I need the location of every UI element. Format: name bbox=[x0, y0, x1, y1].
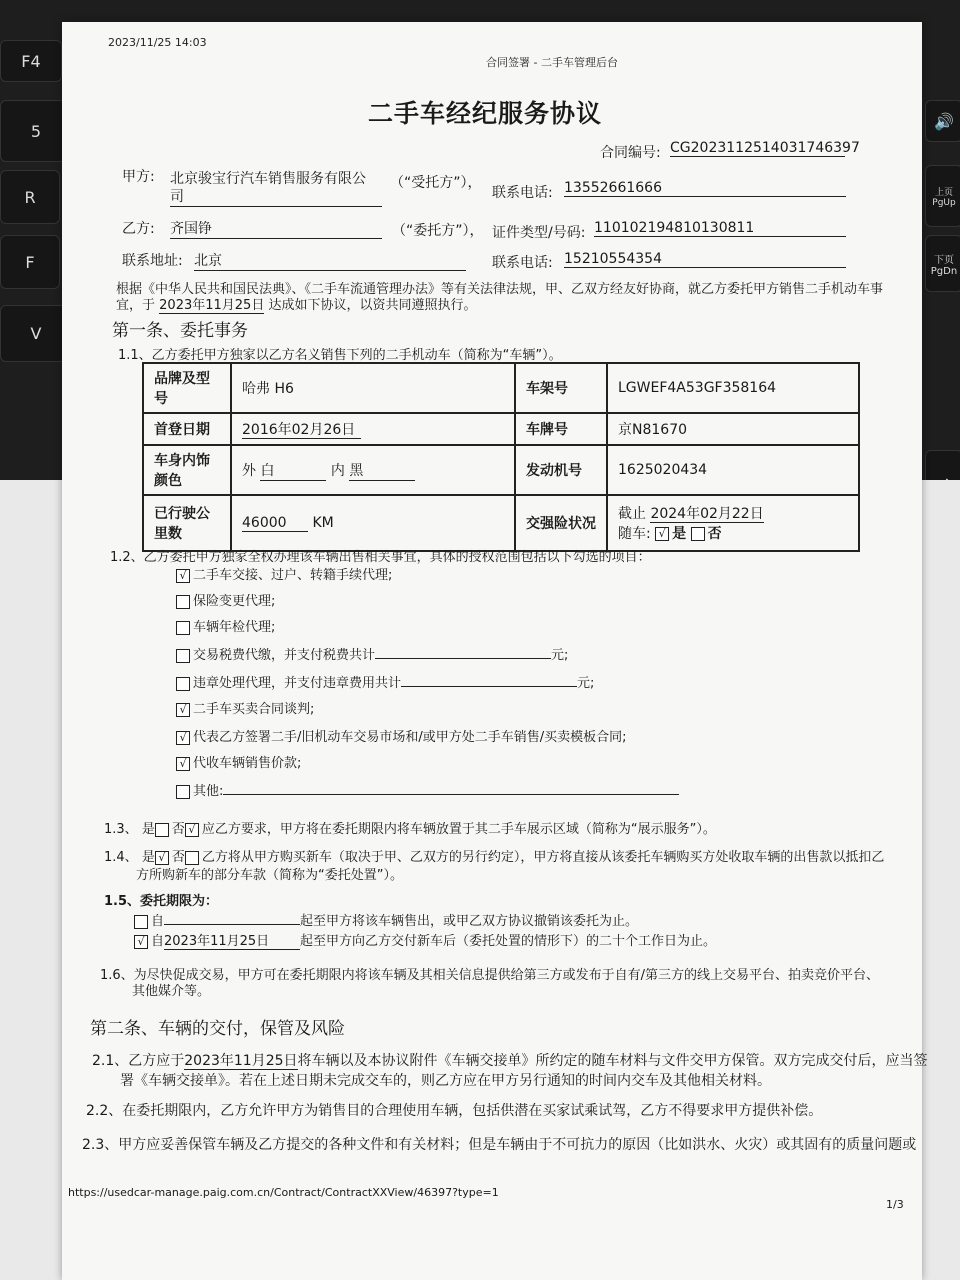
footer-url: https://usedcar-manage.paig.com.cn/Contract/ContractXXView/46397?type=1 bbox=[68, 1186, 499, 1199]
table-row bbox=[143, 495, 859, 551]
brand-label: 品牌及型号 bbox=[143, 363, 231, 413]
clause-2-1-prefix: 2.1、乙方应于 bbox=[92, 1053, 185, 1069]
address-label: 联系地址: bbox=[122, 253, 183, 269]
party-a-role: （“受托方”）， bbox=[390, 175, 482, 191]
option-checkbox[interactable]: √ bbox=[176, 703, 190, 717]
contract-no-label: 合同编号: bbox=[600, 145, 661, 161]
reg-date-value: 2016年02月26日 bbox=[242, 422, 361, 439]
key-5-label: 5 bbox=[30, 121, 42, 141]
key-v: V bbox=[0, 305, 72, 362]
option-label: 代表乙方签署二手/旧机动车交易市场和/或甲方处二手车销售/买卖模板合同; bbox=[193, 730, 627, 745]
other-field[interactable] bbox=[223, 780, 679, 795]
clause-1-3 bbox=[104, 818, 716, 837]
option-label: 其他: bbox=[193, 784, 224, 799]
party-b-phone: 15210554354 bbox=[564, 251, 846, 268]
color-label: 车身内饰颜色 bbox=[143, 445, 231, 495]
option-item bbox=[176, 672, 594, 691]
clause-2-1-line-2: 署《车辆交接单》。若在上述日期未完成交车的，则乙方应在甲方另行通知的时间内交车及其他相关材料。 bbox=[120, 1073, 771, 1089]
option-label: 车辆年检代理; bbox=[193, 620, 276, 635]
clause-1-4-yes-checkbox[interactable]: √ bbox=[155, 851, 169, 865]
insurance-label: 交强险状况 bbox=[515, 495, 607, 551]
option-checkbox[interactable] bbox=[176, 785, 190, 799]
party-a-name-line1: 北京骏宝行汽车销售服务有限公 bbox=[170, 171, 366, 187]
option-item bbox=[176, 616, 275, 635]
mileage-label: 已行驶公里数 bbox=[143, 495, 231, 551]
term-option-1-date[interactable] bbox=[164, 910, 300, 925]
section-2-heading: 第二条、车辆的交付，保管及风险 bbox=[90, 1019, 345, 1039]
color-cell bbox=[231, 445, 515, 495]
page-number: 1/3 bbox=[886, 1198, 904, 1211]
clause-1-3-no-checkbox[interactable]: √ bbox=[185, 823, 199, 837]
insurance-expire-label: 截止 bbox=[618, 506, 646, 522]
reg-date-cell bbox=[231, 413, 515, 445]
clause-1-3-no-label: 否 bbox=[171, 822, 185, 837]
intro-suffix: 达成如下协议，以资共同遵照执行。 bbox=[268, 298, 477, 313]
key-r: R bbox=[0, 170, 60, 224]
key-pgup-en: PgUp bbox=[932, 197, 956, 208]
option-checkbox[interactable]: √ bbox=[176, 757, 190, 771]
option-checkbox[interactable]: √ bbox=[176, 731, 190, 745]
term-option-2 bbox=[134, 930, 716, 950]
clause-2-3: 2.3、甲方应妥善保管车辆及乙方提交的各种文件和有关材料；但是车辆由于不可抗力的原因（比如洪水、火灾）或其固有的质量问题或 bbox=[82, 1137, 917, 1153]
option-checkbox[interactable] bbox=[176, 595, 190, 609]
insurance-expire-date: 2024年02月22日 bbox=[650, 506, 764, 522]
option-label: 保险变更代理; bbox=[193, 594, 276, 609]
clause-1-6-line-1: 1.6、为尽快促成交易，甲方可在委托期限内将该车辆及其相关信息提供给第三方或发布于自有/第三方的线上交易平台、拍卖竞价平台、 bbox=[100, 968, 880, 983]
option-label: 违章处理代理，并支付违章费用共计 bbox=[193, 676, 402, 691]
insurance-with-car-line bbox=[618, 523, 848, 543]
party-a-phone: 13552661666 bbox=[564, 180, 846, 197]
clause-1-2: 1.2、乙方委托甲方独家全权办理该车辆出售相关事宜，具体的授权范围包括以下勾选的项目： bbox=[110, 550, 651, 565]
table-row bbox=[143, 413, 859, 445]
party-a-phone-label: 联系电话: bbox=[492, 185, 553, 201]
interior-label: 内 bbox=[330, 462, 345, 479]
clause-2-2: 2.2、在委托期限内，乙方允许甲方为销售目的合理使用车辆，包括供潜在买家试乘试驾，乙方不得要求甲方提供补偿。 bbox=[86, 1103, 823, 1119]
key-f4: F4 bbox=[0, 40, 62, 82]
exterior-color: 白 bbox=[260, 460, 326, 481]
document-title: 二手车经纪服务协议 bbox=[368, 99, 603, 128]
key-pgdn-en: PgDn bbox=[930, 265, 958, 277]
clause-1-3-yes-label: 是 bbox=[141, 822, 155, 837]
term-from-label: 自 bbox=[151, 914, 165, 929]
clause-1-4-num: 1.4、 bbox=[104, 850, 138, 865]
party-b-id: 110102194810130811 bbox=[594, 220, 846, 237]
mileage-unit: KM bbox=[312, 514, 334, 531]
key-pgup bbox=[925, 165, 960, 227]
with-car-yes-label: 是 bbox=[672, 526, 687, 542]
term-option-2-checkbox[interactable]: √ bbox=[134, 935, 148, 949]
option-label: 二手车交接、过户、转籍手续代理; bbox=[193, 568, 393, 583]
party-a-label: 甲方: bbox=[122, 169, 155, 185]
option-item bbox=[176, 726, 627, 745]
clause-1-4-text-1: 乙方将从甲方购买新车（取决于甲、乙双方的另行约定），甲方将直接从该委托车辆购买方处收取车辆的出售款以抵扣乙 bbox=[201, 850, 885, 865]
option-checkbox[interactable]: √ bbox=[176, 569, 190, 583]
term-option-2-text: 起至甲方向乙方交付新车后（委托处置的情形下）的二十个工作日为止。 bbox=[300, 934, 717, 949]
clause-1-4-no-label: 否 bbox=[171, 850, 185, 865]
engine-label: 发动机号 bbox=[515, 445, 607, 495]
intro-line-2 bbox=[116, 294, 476, 313]
vehicle-info-table bbox=[142, 362, 860, 552]
interior-color: 黑 bbox=[349, 460, 415, 481]
violation-amount-field[interactable] bbox=[401, 672, 577, 687]
term-option-1-checkbox[interactable] bbox=[134, 915, 148, 929]
table-row bbox=[143, 445, 859, 495]
print-datetime: 2023/11/25 14:03 bbox=[108, 36, 207, 49]
clause-2-1-text: 将车辆以及本协议附件《车辆交接单》所约定的随车材料与文件交甲方保管。双方完成交付后，应当签 bbox=[297, 1053, 928, 1069]
clause-1-4-yes-label: 是 bbox=[141, 850, 155, 865]
brand-value: 哈弗 H6 bbox=[231, 363, 515, 413]
intro-line-1: 根据《中华人民共和国民法典》、《二手车流通管理办法》等有关法律法规，甲、乙双方经友好协商，就乙方委托甲方销售二手机动车事 bbox=[116, 282, 884, 297]
option-checkbox[interactable] bbox=[176, 621, 190, 635]
option-label: 二手车买卖合同谈判; bbox=[193, 702, 315, 717]
party-b-phone-label: 联系电话: bbox=[492, 255, 553, 271]
insurance-cell bbox=[607, 495, 859, 551]
option-label: 代收车辆销售价款; bbox=[193, 756, 302, 771]
key-pgdn-cn: 下页 bbox=[934, 254, 954, 266]
with-car-no-label: 否 bbox=[707, 526, 722, 542]
option-item bbox=[176, 752, 301, 771]
clause-1-3-num: 1.3、 bbox=[104, 822, 138, 837]
option-item bbox=[176, 644, 568, 663]
key-pgdn bbox=[925, 235, 960, 292]
clause-1-5: 1.5、委托期限为： bbox=[104, 894, 219, 909]
clause-2-1-date: 2023年11月25日 bbox=[184, 1053, 298, 1069]
yuan-unit: 元; bbox=[577, 676, 595, 691]
clause-2-1-line-1 bbox=[92, 1050, 928, 1070]
with-car-yes-checkbox[interactable]: √ bbox=[655, 527, 669, 541]
option-item bbox=[176, 564, 392, 583]
vin-value: LGWEF4A53GF358164 bbox=[607, 363, 859, 413]
insurance-expire-line bbox=[618, 503, 848, 523]
clause-1-3-yes-checkbox[interactable] bbox=[155, 823, 169, 837]
with-car-label: 随车: bbox=[618, 526, 651, 542]
intro-date: 2023年11月25日 bbox=[159, 298, 265, 313]
party-b-role: （“委托方”）， bbox=[392, 223, 484, 239]
option-checkbox[interactable] bbox=[176, 677, 190, 691]
contract-page bbox=[62, 22, 928, 1280]
plate-label: 车牌号 bbox=[515, 413, 607, 445]
option-item bbox=[176, 698, 314, 717]
party-b-label: 乙方: bbox=[122, 221, 155, 237]
reg-date-label: 首登日期 bbox=[143, 413, 231, 445]
plate-value: 京N81670 bbox=[607, 413, 859, 445]
intro-prefix: 宜，于 bbox=[116, 298, 156, 313]
key-pgup-cn: 上页 bbox=[934, 187, 953, 198]
contract-no-value: CG2023112514031746397 bbox=[670, 140, 860, 156]
engine-value: 1625020434 bbox=[607, 445, 859, 495]
clause-1-4 bbox=[104, 846, 884, 865]
clause-1-4-no-checkbox[interactable] bbox=[185, 851, 199, 865]
party-b-id-label: 证件类型/号码: bbox=[492, 225, 586, 241]
key-f: F bbox=[0, 235, 60, 289]
term-option-1-text: 起至甲方将该车辆售出，或甲乙双方协议撤销该委托为止。 bbox=[300, 914, 639, 929]
with-car-no-checkbox[interactable] bbox=[691, 527, 705, 541]
vin-label: 车架号 bbox=[515, 363, 607, 413]
clause-1-3-text: 应乙方要求，甲方将在委托期限内将车辆放置于其二手车展示区域（简称为“展示服务”）。 bbox=[201, 822, 716, 837]
section-1-heading: 第一条、委托事务 bbox=[112, 321, 248, 341]
term-option-2-date: 2023年11月25日 bbox=[164, 930, 300, 950]
yuan-unit: 元; bbox=[551, 648, 569, 663]
clause-1-4-text-2: 方所购新车的部分车款（简称为“委托处置”）。 bbox=[136, 868, 403, 883]
exterior-label: 外 bbox=[242, 462, 256, 479]
clause-1-1: 1.1、乙方委托甲方独家以乙方名义销售下列的二手机动车（简称为“车辆”）。 bbox=[118, 348, 562, 363]
term-from-label: 自 bbox=[151, 934, 165, 949]
clause-1-6-line-2: 其他媒介等。 bbox=[132, 984, 211, 999]
option-label: 交易税费代缴，并支付税费共计 bbox=[193, 648, 376, 663]
party-a-name-line2: 司 bbox=[170, 186, 382, 207]
print-header-title: 合同签署 - 二手车管理后台 bbox=[486, 56, 618, 69]
table-row bbox=[143, 363, 859, 413]
mileage-value: 46000 bbox=[242, 515, 308, 532]
option-checkbox[interactable] bbox=[176, 649, 190, 663]
party-b-name: 齐国铮 bbox=[170, 218, 382, 239]
option-item bbox=[176, 590, 275, 609]
key-volume: 🔊 bbox=[925, 100, 960, 142]
mileage-cell bbox=[231, 495, 515, 551]
option-item bbox=[176, 780, 679, 799]
term-option-1 bbox=[134, 910, 638, 929]
party-b-address: 北京 bbox=[194, 250, 466, 271]
tax-amount-field[interactable] bbox=[375, 644, 551, 659]
